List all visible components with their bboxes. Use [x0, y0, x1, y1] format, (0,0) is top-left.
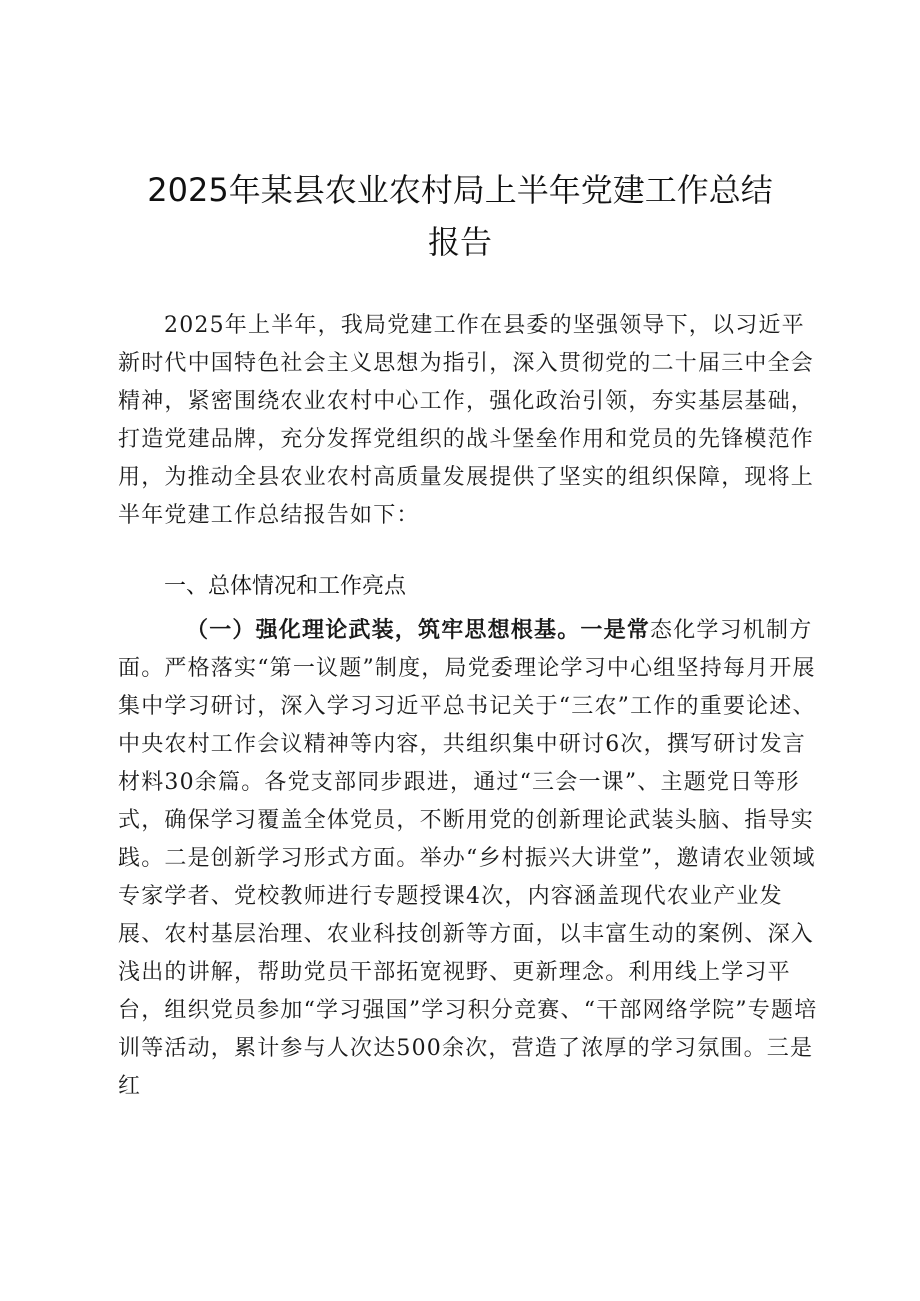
document-title-line-1: 2025年某县农业农村局上半年党建工作总结 — [147, 171, 773, 209]
intro-paragraph: 2025年上半年，我局党建工作在县委的坚强领导下，以习近平新时代中国特色社会主义思想为指引，深入贯彻党的二十届三中全会精神，紧密围绕农业农村中心工作，强化政治引领，夯实基层基础，打造党建品牌，充分发挥党组织的战斗堡垒作用和党员的先锋模范作用，为推动全县农业农村高质量发展提供了坚实的组织保障，现将上半年党建工作总结报告如下： — [118, 313, 815, 528]
subsection-body: 态化学习机制方面。严格落实“第一议题”制度，局党委理论学习中心组坚持每月开展集中学习研讨，深入学习习近平总书记关于“三农”工作的重要论述、中央农村工作会议精神等内容，共组织集中研讨6次，撰写研讨发言材料30余篇。各党支部同步跟进，通过“三会一课”、主题党日等形式，确保学习覆盖全体党员，不断用党的创新理论武装头脑、指导实践。二是创新学习形式方面。举办“乡村振兴大讲堂”，邀请农业领域专家学者、党校教师进行专题授课4次，内容涵盖现代农业产业发展、农村基层治理、农业科技创新等方面，以丰富生动的案例、深入浅出的讲解，帮助党员干部拓宽视野、更新理念。利用线上学习平台，组织党员参加“学习强国”学习积分竞赛、“干部网络学院”专题培训等活动，累计参与人次达500余次，营造了浓厚的学习氛围。三是红 — [118, 618, 818, 1099]
section-heading-1: 一、总体情况和工作亮点 — [164, 574, 407, 599]
subsection-lead: （一）强化理论武装，筑牢思想根基。一是常 — [186, 618, 651, 643]
document-title-line-2: 报告 — [427, 223, 492, 261]
subsection-paragraph-1 — [118, 612, 818, 1106]
